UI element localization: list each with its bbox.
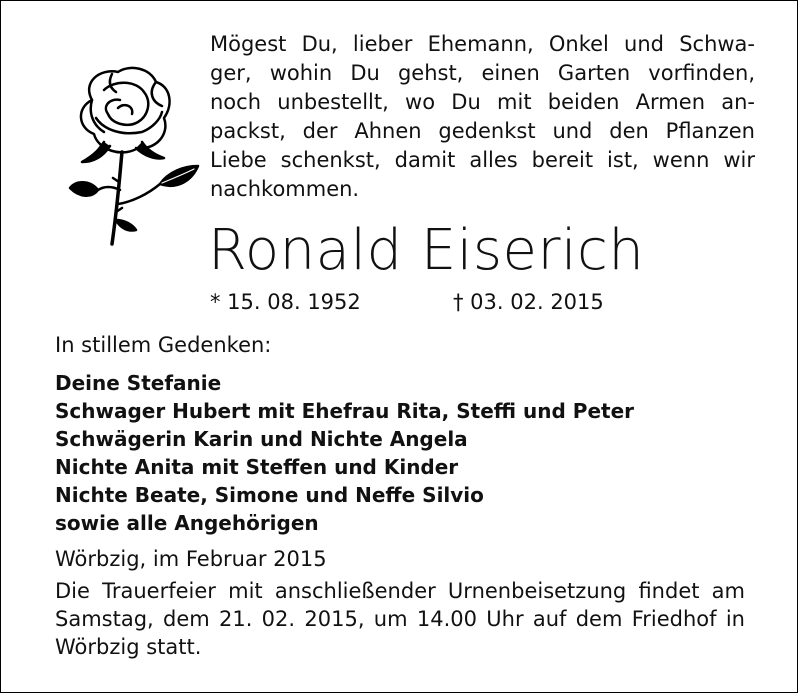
mourner-line: Schwägerin Karin und Nichte Angela: [55, 427, 468, 451]
poem-line: ger, wohin Du gehst, einen Garten vorfinden,: [210, 61, 755, 85]
memory-heading: In stillem Gedenken:: [55, 333, 272, 357]
place-date: Wörbzig, im Februar 2015: [55, 547, 327, 571]
rose-icon: [52, 62, 202, 252]
poem-line: packst, der Ahnen gedenkst und den Pflanzen: [210, 119, 755, 143]
poem-line: nachkommen.: [210, 177, 360, 201]
birth-date: * 15. 08. 1952: [210, 290, 361, 314]
funeral-notice-line: Samstag, dem 21. 02. 2015, um 14.00 Uhr auf dem Friedhof in: [55, 607, 745, 631]
mourner-line: Schwager Hubert mit Ehefrau Rita, Steffi und Peter: [55, 399, 635, 423]
funeral-notice-line: Die Trauerfeier mit anschließender Urnenbeisetzung findet am: [55, 579, 745, 603]
poem-text: [210, 30, 755, 204]
mourners-list: [55, 369, 634, 537]
deceased-name: Ronald Eiserich: [208, 218, 645, 283]
funeral-notice-line: Wörbzig statt.: [55, 635, 202, 659]
poem-line: noch unbestellt, wo Du mit beiden Armen an-: [210, 90, 755, 114]
mourner-line: Nichte Beate, Simone und Neffe Silvio: [55, 483, 484, 507]
life-dates: [210, 290, 604, 314]
poem-line: Liebe schenkst, damit alles bereit ist, wenn wir: [210, 148, 755, 172]
mourner-line: Nichte Anita mit Steffen und Kinder: [55, 455, 459, 479]
poem-line: Mögest Du, lieber Ehemann, Onkel und Schwa-: [210, 32, 755, 56]
funeral-notice: [55, 577, 745, 661]
mourner-line: sowie alle Angehörigen: [55, 511, 319, 535]
death-date: † 03. 02. 2015: [453, 290, 604, 314]
mourner-line: Deine Stefanie: [55, 371, 222, 395]
